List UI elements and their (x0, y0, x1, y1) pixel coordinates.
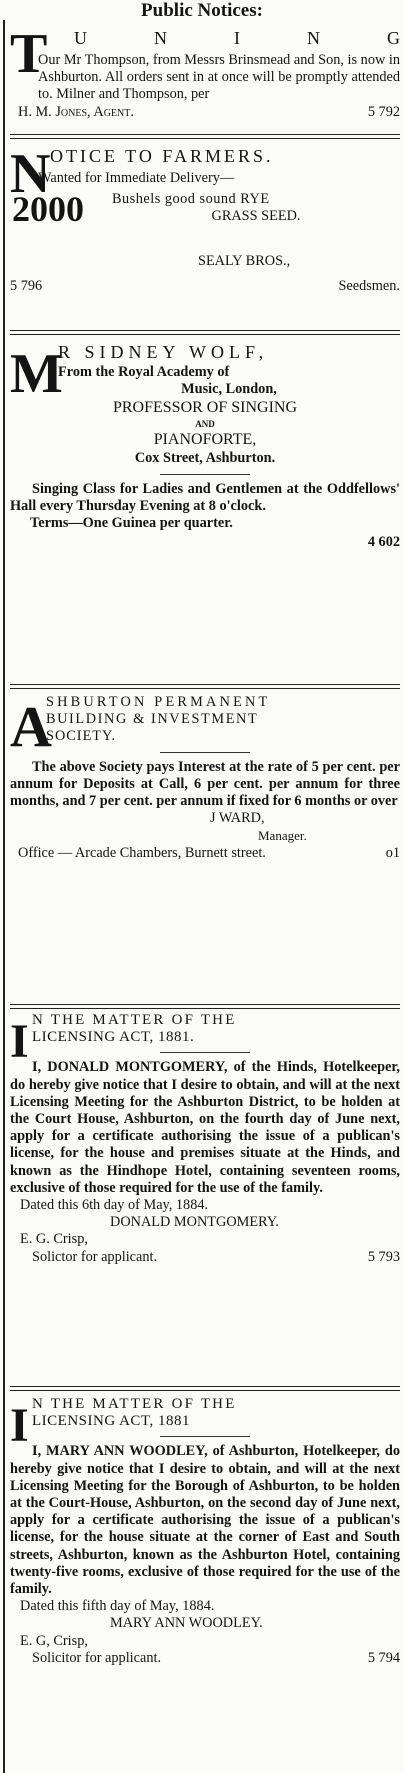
solicitor-name: E. G. Crisp, (20, 1231, 88, 1248)
heading-letter: U (74, 28, 87, 48)
notice-footer (32, 1249, 400, 1266)
firm-name: SEALY BROS., (198, 253, 291, 270)
notice-licensing-2 (10, 1396, 400, 1770)
solicitor-role: Solicitor for applicant. (32, 1649, 162, 1666)
product-line: GRASS SEED. (211, 208, 301, 225)
divider (10, 1004, 400, 1009)
notice-farmers (10, 142, 400, 322)
divider (10, 134, 400, 139)
drop-cap: T (10, 23, 48, 85)
notice-body: Our Mr Thompson, from Messrs Brinsmead and Son, is now in Ashburton. All orders sent in at once will be promptly attended to. Milner and Thompson, per (38, 52, 400, 103)
notice-footer (32, 1650, 400, 1667)
notice-line: Music, London, (181, 381, 277, 398)
notice-heading: BUILDING & INVESTMENT (46, 711, 259, 728)
heading-letter: N (154, 28, 167, 48)
divider (10, 1386, 400, 1391)
notice-tuning (10, 24, 400, 128)
agent-name: H. M. Jones, Agent. (18, 103, 134, 120)
signer-name: MARY ANN WOODLEY. (110, 1615, 263, 1632)
notice-wolf (10, 340, 400, 678)
heading-letter: I (234, 28, 240, 48)
short-rule (160, 474, 250, 475)
short-rule (160, 1052, 250, 1053)
notice-heading: OTICE TO FARMERS. (50, 146, 274, 166)
notice-ref: 5 793 (367, 1248, 400, 1265)
drop-cap: I (10, 1399, 29, 1452)
notice-line: PROFESSOR OF SINGING (112, 399, 298, 417)
notice-footer (18, 104, 400, 121)
notice-ref: 5 792 (367, 103, 400, 120)
notice-ref: 5 796 (10, 278, 43, 295)
notice-heading: N THE MATTER OF THE (32, 1396, 237, 1412)
drop-cap: N (10, 143, 51, 205)
signer-name: DONALD MONTGOMERY. (110, 1214, 279, 1231)
short-rule (160, 752, 250, 753)
section-header: Public Notices: (141, 0, 263, 21)
notice-heading: LICENSING ACT, 1881. (32, 1029, 195, 1046)
notice-line: PIANOFORTE, (153, 431, 257, 449)
notice-heading: LICENSING ACT, 1881 (32, 1413, 190, 1430)
quantity: 2000 (12, 189, 84, 230)
column-rule (3, 20, 5, 1773)
dated-line: Dated this 6th day of May, 1884. (20, 1197, 209, 1214)
heading-letter: N (307, 28, 320, 48)
dated-line: Dated this fifth day of May, 1884. (20, 1598, 215, 1615)
notice-ref: 5 794 (367, 1649, 400, 1666)
drop-cap: M (10, 343, 63, 405)
heading-letter: G (387, 28, 400, 48)
notice-heading (74, 24, 400, 52)
drop-cap: I (10, 1015, 29, 1068)
notice-line: Wanted for Immediate Delivery— (38, 170, 235, 186)
signer-name: J WARD, (210, 810, 265, 827)
notice-line: AND (195, 419, 215, 430)
trade-label: Seedsmen. (338, 278, 400, 295)
notice-body: Singing Class for Ladies and Gentlemen at the Oddfellows' Hall every Thursday Evening at 8 o'clock. (10, 480, 400, 514)
notice-ref: 4 602 (367, 534, 400, 551)
product-row (10, 189, 400, 233)
notice-heading: R SIDNEY WOLF, (58, 342, 269, 362)
notice-heading: SHBURTON PERMANENT (46, 694, 271, 710)
divider (10, 330, 400, 335)
notice-heading: N THE MATTER OF THE (32, 1012, 237, 1028)
notice-ref: o1 (385, 844, 400, 861)
solicitor-name: E. G, Crisp, (20, 1632, 88, 1649)
notice-footer (10, 278, 400, 295)
notice-line: From the Royal Academy of (58, 364, 230, 380)
solicitor-role: Solictor for applicant. (32, 1248, 158, 1265)
product-line: Bushels good sound RYE (112, 191, 270, 208)
notice-body: I, DONALD MONTGOMERY, of the Hinds, Hotelkeeper, do hereby give notice that I desire to obtain, and will at the next Licensing Meeting for the Ashburton District, to be holden at the Court House, Ashburton, on the fourth day of June next, apply for a certificate authorising the issue of a publican's license, for the house and premises situate at the Hinds, and known as the Hindhope Hotel, containing seventeen rooms, exclusive of those required for the use of the family. (10, 1059, 400, 1196)
notice-licensing-1 (10, 1012, 400, 1382)
notice-body: The above Society pays Interest at the rate of 5 per cent. per annum for Deposits at Call, 6 per cent. per annum for three months, and 7 per cent. per annum if fixed for 6 months or over (10, 758, 400, 810)
short-rule (160, 1436, 250, 1437)
notice-body: I, MARY ANN WOODLEY, of Ashburton, Hotelkeeper, do hereby give notice that I desire to obtain, and will at the next Licensing Meeting for the Borough of Ashburton, to be holden at the Court-House, Ashburton, on the second day of June next, apply for a certificate authorising the issue of a publican's license, for the house situate at the corner of East and South streets, Ashburton, known as the Ashburton Hotel, containing twenty-five rooms, exclusive of those required for the use of the family. (10, 1443, 400, 1598)
notice-line: Cox Street, Ashburton. (134, 450, 276, 467)
notice-society (10, 694, 400, 1002)
notice-terms: Terms—One Guinea per quarter. (30, 515, 233, 532)
signer-title: Manager. (258, 828, 307, 844)
notice-heading: SOCIETY. (46, 728, 117, 745)
office-address: Office — Arcade Chambers, Burnett street. (18, 844, 266, 861)
divider (10, 684, 400, 689)
drop-cap: A (10, 694, 52, 759)
